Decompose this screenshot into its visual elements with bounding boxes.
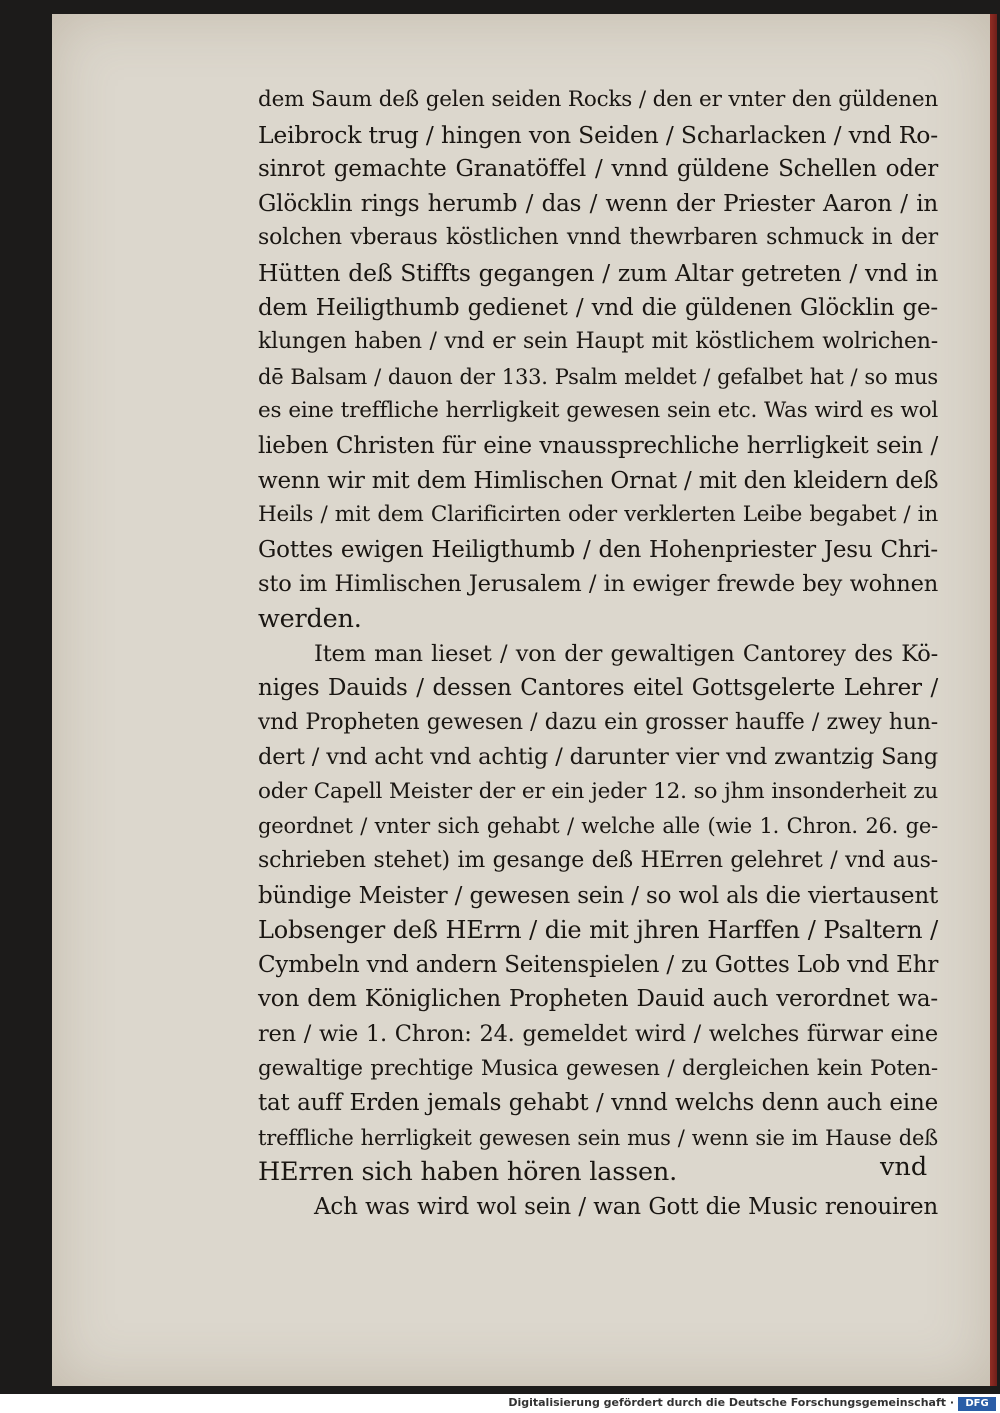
- text-line: Leibrock trug / hingen von Seiden / Scharlacken / vnd Ro-: [258, 120, 938, 149]
- text-line: vnd Propheten gewesen / dazu ein grosser hauffe / zwey hun-: [258, 709, 938, 735]
- funding-credit: Digitalisierung gefördert durch die Deutsche Forschungsgemeinschaft ·: [508, 1396, 954, 1409]
- text-line: sinrot gemachte Granatöffel / vnnd güldene Schellen oder: [258, 156, 938, 183]
- text-line: wenn wir mit dem Himlischen Ornat / mit den kleidern deß: [258, 467, 939, 494]
- text-line: klungen haben / vnd er sein Haupt mit köstlichem wolrichen-: [258, 329, 938, 355]
- text-line: Heils / mit dem Clarificirten oder verklerten Leibe begabet / in: [258, 502, 938, 528]
- text-line: geordnet / vnter sich gehabt / welche alle (wie 1. Chron. 26. ge-: [258, 814, 938, 839]
- text-line: Glöcklin rings herumb / das / wenn der Priester Aaron / in: [258, 190, 938, 217]
- text-line: von dem Königlichen Propheten Dauid auch verordnet wa-: [258, 986, 938, 1013]
- text-line: lieben Christen für eine vnaussprechliche herrligkeit sein /: [258, 432, 938, 459]
- text-line: niges Dauids / dessen Cantores eitel Gottsgelerte Lehrer /: [258, 675, 938, 702]
- text-line: dē Balsam / dauon der 133. Psalm meldet / gefalbet hat / so mus: [258, 364, 938, 389]
- text-line: Lobsenger deß HErrn / die mit jhren Harffen / Psaltern /: [258, 916, 938, 945]
- text-line: werden.: [258, 603, 362, 634]
- text-line: Cymbeln vnd andern Seitenspielen / zu Gottes Lob vnd Ehr: [258, 951, 939, 978]
- dfg-logo: DFG: [958, 1397, 996, 1411]
- text-line: Gottes ewigen Heiligthumb / den Hohenpriester Jesu Chri-: [258, 536, 938, 563]
- paragraph-start-line: Ach was wird wol sein / wan Gott die Music renouiren: [314, 1194, 938, 1220]
- text-line: dem Saum deß gelen seiden Rocks / den er vnter den güldenen: [258, 87, 938, 112]
- text-line: Hütten deß Stiffts gegangen / zum Altar getreten / vnd in: [258, 258, 938, 287]
- text-line: dert / vnd acht vnd achtig / darunter vier vnd zwantzig Sang: [258, 744, 938, 771]
- text-line: tat auff Erden jemals gehabt / vnnd welchs denn auch eine: [258, 1090, 938, 1117]
- text-line: dem Heiligthumb gedienet / vnd die güldenen Glöcklin ge-: [258, 294, 938, 321]
- digitization-footer: [0, 1394, 1000, 1413]
- text-line: sto im Himlischen Jerusalem / in ewiger frewde bey wohnen: [258, 571, 938, 598]
- text-line: ren / wie 1. Chron: 24. gemeldet wird / welches fürwar eine: [258, 1021, 938, 1048]
- text-line: HErren sich haben hören lassen.: [258, 1157, 678, 1188]
- text-line: solchen vberaus köstlichen vnnd thewrbaren schmuck in der: [258, 225, 938, 251]
- text-line: treffliche herrligkeit gewesen sein mus / wenn sie im Hause deß: [258, 1125, 938, 1150]
- text-line: es eine treffliche herrligkeit gewesen sein etc. Was wird es wol: [258, 398, 938, 424]
- catchword: vnd: [880, 1152, 928, 1182]
- paragraph-start-line: Item man lieset / von der gewaltigen Cantorey des Kö-: [314, 640, 938, 667]
- text-line: oder Capell Meister der er ein jeder 12. so jhm insonderheit zu: [258, 778, 938, 804]
- text-line: bündige Meister / gewesen sein / so wol als die viertausent: [258, 882, 938, 909]
- text-line: schrieben stehet) im gesange deß HErren gelehret / vnd aus-: [258, 848, 938, 874]
- text-line: gewaltige prechtige Musica gewesen / dergleichen kein Poten-: [258, 1055, 938, 1081]
- page-text: [258, 83, 938, 1225]
